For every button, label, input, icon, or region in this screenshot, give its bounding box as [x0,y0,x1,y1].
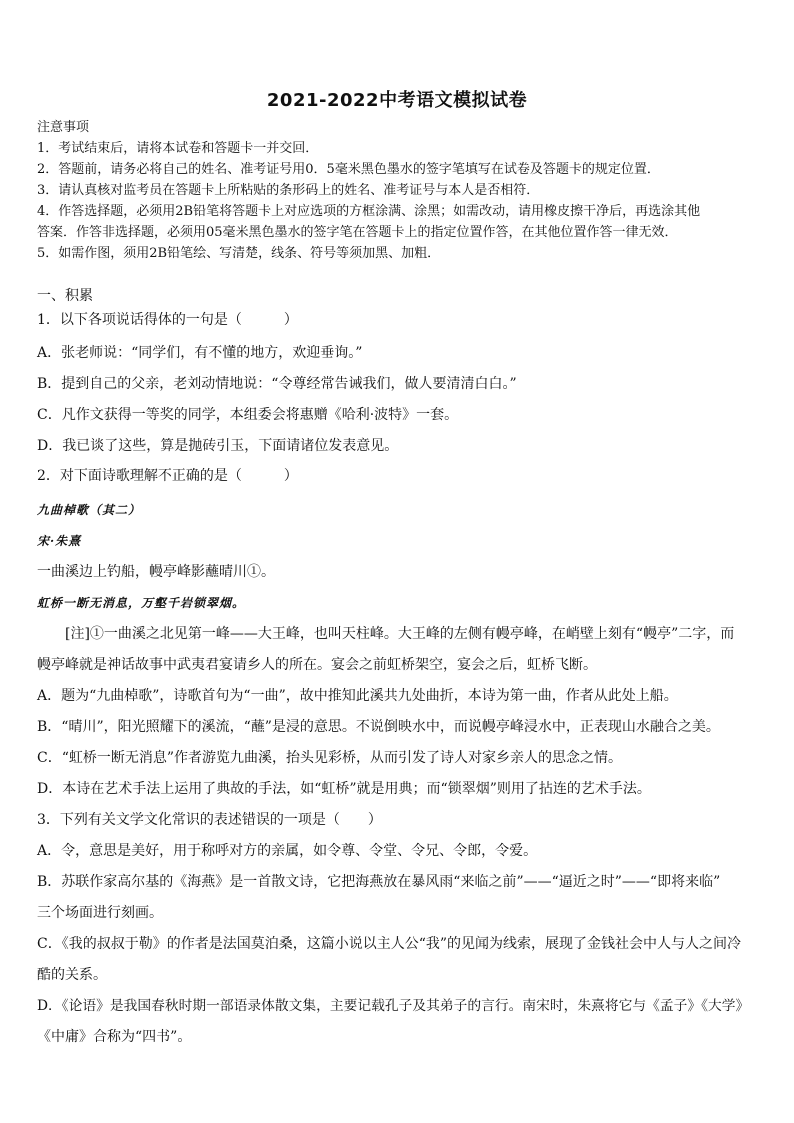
question-1-option-b: B．提到自己的父亲，老刘动情地说：“令尊经常告诫我们，做人要清清白白。” [37,376,517,392]
poem-title: 九曲棹歌（其二） [37,503,142,517]
question-3-option-d: D．《论语》是我国春秋时期一部语录体散文集，主要记载孔子及其弟子的言行。南宋时，朱熹将它与《孟子》《大学》 [37,998,750,1014]
section-heading: 一、积累 [37,288,93,304]
notice-item: 2．答题前，请务必将自己的姓名、准考证号用0．5毫米黑色墨水的签字笔填写在试卷及答题卡的规定位置． [37,162,660,177]
notice-item: 5．如需作图，须用2B铅笔绘、写清楚，线条、符号等须加黑、加粗． [37,246,441,261]
question-3-stem: 3．下列有关文学文化常识的表述错误的一项是（ ） [37,812,382,828]
poem-note-line-2: 幔亭峰就是神话故事中武夷君宴请乡人的所在。宴会之前虹桥架空，宴会之后，虹桥飞断。 [37,657,597,673]
notice-heading: 注意事项 [37,120,90,135]
notice-item: 3．请认真核对监考员在答题卡上所粘贴的条形码上的姓名、准考证号与本人是否相符． [37,183,540,198]
notice-item: 1．考试结束后，请将本试卷和答题卡一并交回． [37,141,319,156]
question-3-option-c: C．《我的叔叔于勒》的作者是法国莫泊桑，这篇小说以主人公“我”的见闻为线索，展现了金钱社会中人与人之间冷 [37,936,742,952]
question-3-option-d-cont: 《中庸》合称为“四书”。 [37,1029,192,1045]
question-2-option-a: A．题为“九曲棹歌”，诗歌首句为“一曲”，故中推知此溪共九处曲折，本诗为第一曲，作者从此处上船。 [37,688,678,704]
poem-note-line-1: [注]①一曲溪之北见第一峰——大王峰，也叫天柱峰。大王峰的左侧有幔亭峰，在峭壁上刻有“幔亭”二字，而 [65,626,735,642]
question-3-option-a: A．令，意思是美好，用于称呼对方的亲属，如令尊、令堂、令兄、令郎，令爱。 [37,843,538,859]
poem-line-1: 一曲溪边上钓船，幔亭峰影蘸晴川①。 [37,564,275,580]
question-2-option-c: C．“虹桥一断无消息”作者游览九曲溪，抬头见彩桥，从而引发了诗人对家乡亲人的思念之情。 [37,750,623,766]
notice-item: 4．作答选择题，必须用2B铅笔将答题卡上对应选项的方框涂满、涂黑；如需改动，请用橡皮擦干净后，再选涂其他 [37,204,701,219]
question-1-option-c: C．凡作文获得一等奖的同学，本组委会将惠赠《哈利·波特》一套。 [37,407,459,423]
question-1-stem: 1．以下各项说话得体的一句是（ ） [37,312,298,328]
question-2-option-d: D．本诗在艺术手法上运用了典故的手法，如“虹桥”就是用典；而“锁翠烟”则用了拈连的艺术手法。 [37,781,651,797]
question-3-option-c-cont: 酷的关系。 [37,967,107,983]
question-2-stem: 2．对下面诗歌理解不正确的是（ ） [37,468,298,484]
notice-item: 答案．作答非选择题，必须用05毫米黑色墨水的签字笔在答题卡上的指定位置作答，在其他位置作答一律无效． [37,225,678,240]
question-3-option-b: B．苏联作家高尔基的《海燕》是一首散文诗，它把海燕放在暴风雨“来临之前”——“逼近之时”——“即将来临” [37,874,721,890]
poem-author: 宋·朱熹 [37,534,82,548]
question-1-option-d: D．我已谈了这些，算是抛砖引玉，下面请诸位发表意见。 [37,438,399,454]
poem-line-2: 虹桥一断无消息，万壑千岩锁翠烟。 [37,596,246,610]
page-title: 2021-2022中考语文模拟试卷 [266,90,528,111]
question-2-option-b: B．“晴川”，阳光照耀下的溪流，“蘸”是浸的意思。不说倒映水中，而说幔亭峰浸水中，正表现山水融合之美。 [37,719,720,735]
question-1-option-a: A．张老师说：“同学们，有不懂的地方，欢迎垂询。” [37,345,363,361]
question-3-option-b-cont: 三个场面进行刻画。 [37,905,163,921]
